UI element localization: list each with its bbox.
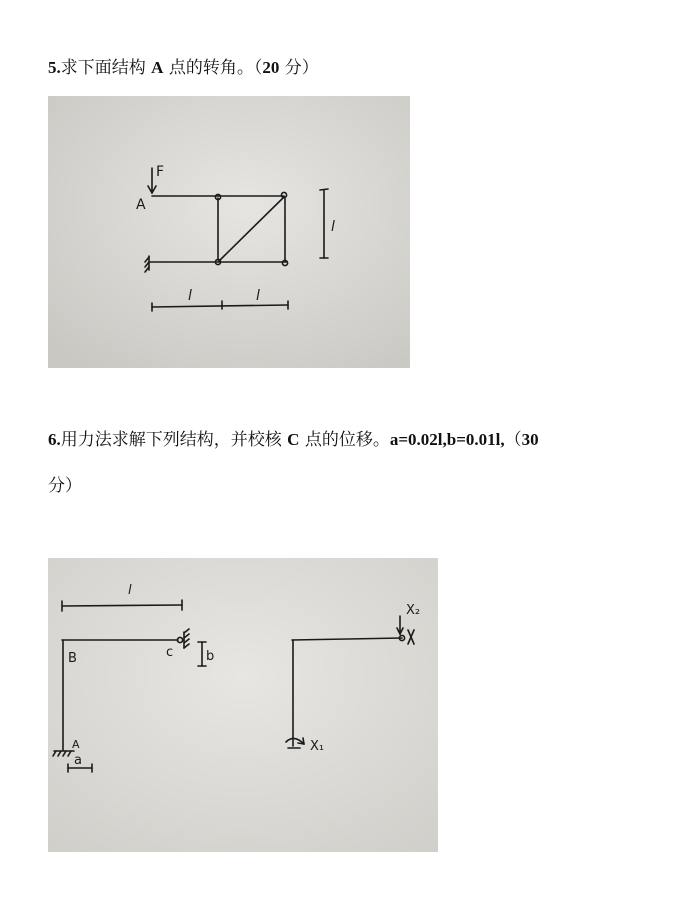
question-5-score: 20 — [262, 58, 280, 77]
question-6-params: a=0.02l,b=0.01l, — [389, 430, 505, 449]
point-b-label: B — [68, 651, 77, 666]
question-6-score: 30 — [521, 430, 539, 449]
question-5-text-2: 点的转角。（ — [168, 58, 263, 78]
question-6-line-2 — [48, 474, 82, 498]
question-6-point: C — [287, 430, 300, 449]
span-1-label: l — [188, 288, 192, 304]
x2-label: X₂ — [406, 603, 421, 618]
force-label: F — [156, 164, 165, 180]
question-6-text: 用力法求解下列结构，并校核 — [60, 430, 282, 450]
question-6-text-3: 分） — [48, 476, 82, 496]
x1-label: X₁ — [310, 739, 325, 754]
question-5-sketch-photo — [48, 96, 410, 368]
height-label: l — [331, 219, 335, 235]
question-5 — [48, 56, 319, 80]
span-2-label: l — [256, 288, 260, 304]
question-5-number: 5. — [48, 58, 61, 77]
point-a-label: A — [136, 197, 146, 213]
question-5-point: A — [151, 58, 164, 77]
disp-a-label: a — [74, 753, 82, 768]
question-6-sketch-photo — [48, 558, 438, 852]
question-5-text: 求下面结构 — [60, 58, 146, 78]
width-label: l — [128, 583, 132, 598]
point-c-label: c — [166, 645, 174, 660]
question-6 — [48, 428, 539, 452]
question-5-text-3: 分） — [284, 58, 319, 78]
question-6-number: 6. — [48, 430, 61, 449]
question-6-text-2: 点的位移。 — [304, 430, 390, 450]
point-a-support-label: A — [72, 738, 80, 751]
question-6-paren: （ — [504, 430, 522, 450]
disp-b-label: b — [206, 649, 215, 664]
